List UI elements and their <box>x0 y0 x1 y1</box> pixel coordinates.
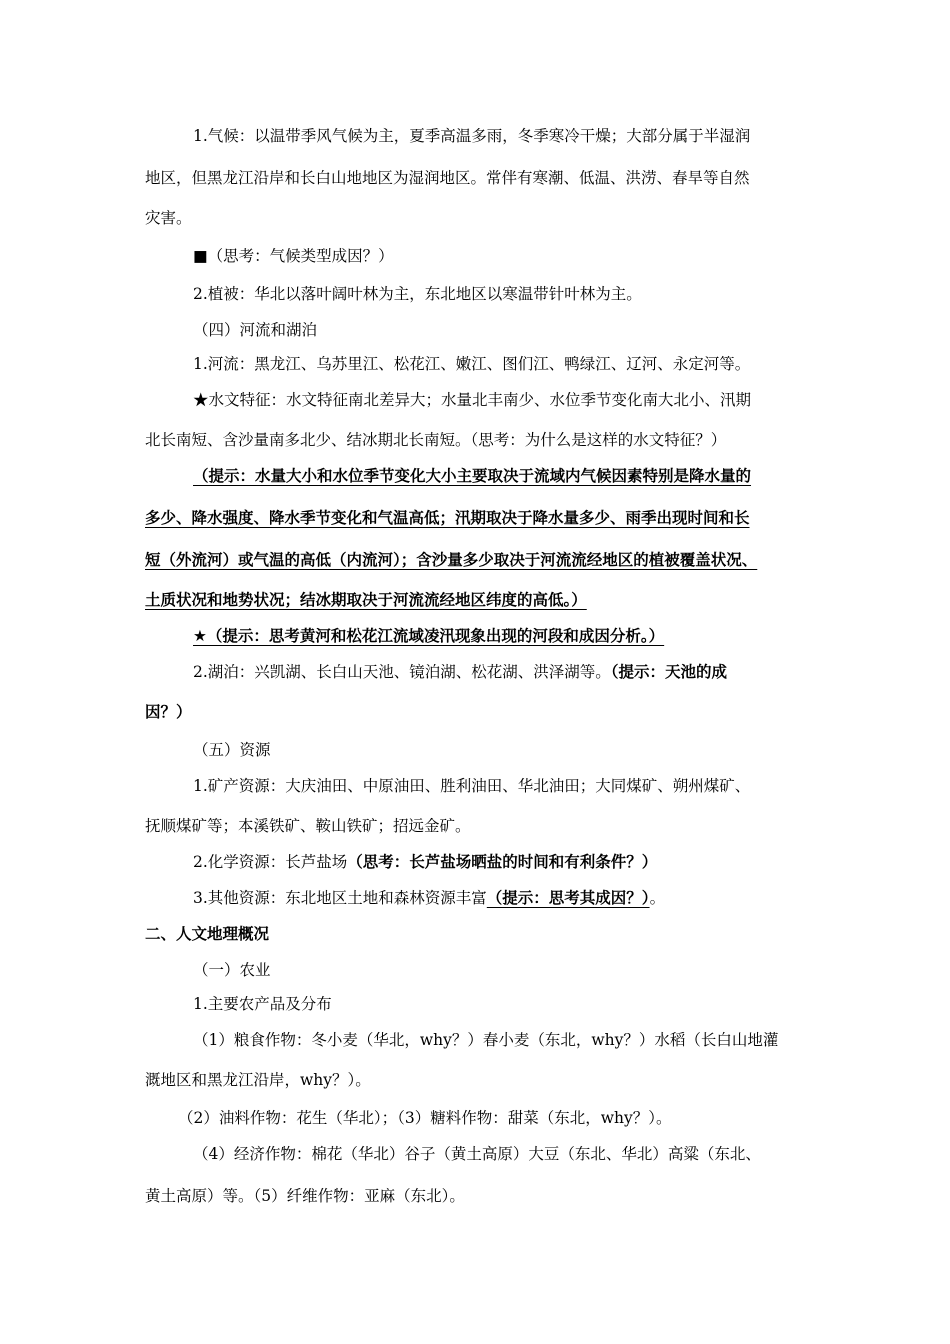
lakes-hint-cont: 因？） <box>145 703 192 721</box>
oil-sugar-line: （2）油料作物：花生（华北）；（3）糖料作物：甜菜（东北，why？）。 <box>178 1109 672 1127</box>
other-resources-hint: （提示：思考其成因？） <box>486 889 650 907</box>
hint-line-1: （提示：水量大小和水位季节变化大小主要取决于流域内气候因素特别是降水量的 <box>193 467 752 485</box>
vegetation-line: 2.植被：华北以落叶阔叶林为主，东北地区以寒温带针叶林为主。 <box>193 285 642 303</box>
hint-line-2: 多少、降水强度、降水季节变化和气温高低；汛期取决于降水量多少、雨季出现时间和长 <box>145 509 750 527</box>
economic-crops-line-1: （4）经济作物：棉花（华北）谷子（黄土高原）大豆（东北、华北）高粱（东北、 <box>193 1145 761 1163</box>
think-climate-line: ■（思考：气候类型成因？） <box>193 247 394 265</box>
climate-line-2: 地区，但黑龙江沿岸和长白山地地区为湿润地区。常伴有寒潮、低温、洪涝、春旱等自然 <box>145 169 750 187</box>
section-agriculture: （一）农业 <box>193 961 271 979</box>
lakes-text: 2.湖泊：兴凯湖、长白山天池、镜泊湖、松花湖、洪泽湖等。 <box>193 663 611 681</box>
other-resources-end: 。 <box>649 889 666 907</box>
hint-ice-flood-line: ★（提示：思考黄河和松花江流域凌汛现象出现的河段和成因分析。） <box>193 627 665 645</box>
lakes-hint: （提示：天池的成 <box>610 663 728 681</box>
section-rivers-lakes: （四）河流和湖泊 <box>193 321 318 339</box>
grain-line-1: （1）粮食作物：冬小麦（华北，why？）春小麦（东北，why？）水稻（长白山地灌 <box>193 1031 779 1049</box>
hint-line-3: 短（外流河）或气温的高低（内流河）；含沙量多少取决于河流流经地区的植被覆盖状况、 <box>145 551 758 569</box>
rivers-line: 1.河流：黑龙江、乌苏里江、松花江、嫩江、图们江、鸭绿江、辽河、永定河等。 <box>193 355 751 373</box>
section-human-geography: 二、人文地理概况 <box>145 925 270 943</box>
hydrology-line-2: 北长南短、含沙量南多北少、结冰期北长南短。（思考：为什么是这样的水文特征？） <box>145 431 727 449</box>
other-resources-text: 3.其他资源：东北地区土地和森林资源丰富 <box>193 889 487 907</box>
lakes-line <box>193 662 727 682</box>
chemical-text: 2.化学资源：长芦盐场 <box>193 853 348 871</box>
chemical-line <box>193 852 657 872</box>
economic-crops-line-2: 黄土高原）等。（5）纤维作物：亚麻（东北）。 <box>145 1187 465 1205</box>
chemical-think: （思考：长芦盐场晒盐的时间和有利条件？） <box>347 853 658 871</box>
climate-line-3: 灾害。 <box>145 209 192 227</box>
hydrology-line-1: ★水文特征：水文特征南北差异大；水量北丰南少、水位季节变化南大北小、汛期 <box>193 391 752 409</box>
minerals-line-1: 1.矿产资源：大庆油田、中原油田、胜利油田、华北油田；大同煤矿、朔州煤矿、 <box>193 777 751 795</box>
climate-line-1: 1.气候：以温带季风气候为主，夏季高温多雨，冬季寒冷干燥；大部分属于半湿润 <box>193 127 751 145</box>
grain-line-2: 溉地区和黑龙江沿岸，why？）。 <box>145 1071 371 1089</box>
minerals-line-2: 抚顺煤矿等；本溪铁矿、鞍山铁矿；招远金矿。 <box>145 817 471 835</box>
section-resources: （五）资源 <box>193 741 271 759</box>
products-heading: 1.主要农产品及分布 <box>193 995 332 1013</box>
hint-line-4: 土质状况和地势状况；结冰期取决于河流流经地区纬度的高低。） <box>145 591 587 609</box>
other-resources-line <box>193 888 665 908</box>
